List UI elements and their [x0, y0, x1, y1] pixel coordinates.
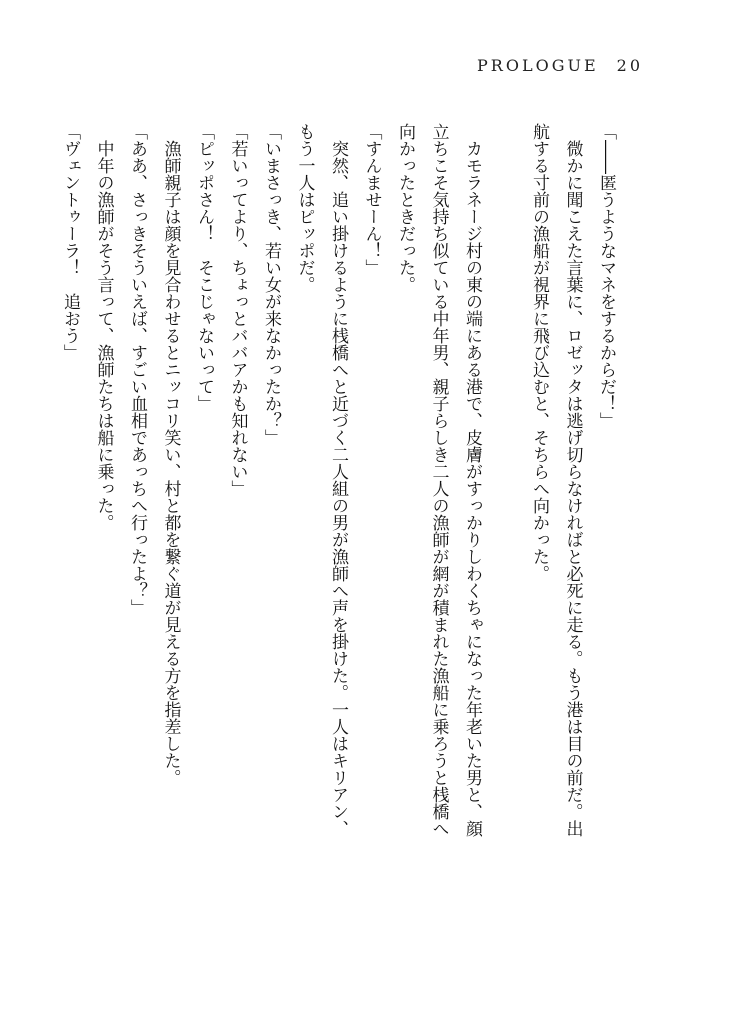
text-line: 航する寸前の漁船が視界に飛び込むと、そちらへ向かった。 [529, 123, 549, 582]
text-line: 「ピッポさん！ そこじゃないって」 [194, 123, 214, 412]
text-line: 「ああ、さっきそういえば、すごい血相であっちへ行ったよ？」 [127, 123, 147, 616]
text-line: 「若いってより、ちょっとババアかも知れない」 [227, 123, 248, 497]
text-line: 「――匿うようなマネをするからだ！」 [596, 123, 616, 429]
text-line: 漁師親子は顔を見合わせるとニッコリ笑い、村と都を繋ぐ道が見える方を指差した。 [160, 140, 181, 786]
text-line: 立ちこそ気持ち似ている中年男、親子らしき二人の漁師が網が積まれた漁船に乗ろうと桟橋へ [428, 123, 449, 837]
text-line: 「ヴェントゥーラ！ 追おう」 [60, 123, 80, 361]
text-line: 中年の漁師がそう言って、漁師たちは船に乗った。 [93, 140, 114, 531]
text-line: 突然、追い掛けるように桟橋へと近づく二人組の男が漁師へ声を掛けた。一人はキリアン、 [328, 140, 348, 837]
text-line: 「いまさっき、若い女が来なかったか？」 [261, 123, 281, 446]
vertical-body-text [60, 123, 622, 983]
running-head [477, 56, 643, 75]
text-line: 微かに聞こえた言葉に、ロゼッタは逃げ切らなければと必死に走る。もう港は目の前だ。出 [562, 140, 583, 837]
text-line: カモラネージ村の東の端にある港で、皮膚がすっかりしわくちゃになった年老いた男と、顔 [462, 140, 482, 837]
text-line: もう一人はピッポだ。 [294, 123, 315, 293]
page-number: 20 [616, 56, 643, 75]
text-line: 向かったときだった。 [395, 123, 415, 293]
blank-line [488, 123, 522, 983]
text-line: 「すんませーん！」 [361, 123, 382, 276]
chapter-title: PROLOGUE [477, 56, 599, 75]
